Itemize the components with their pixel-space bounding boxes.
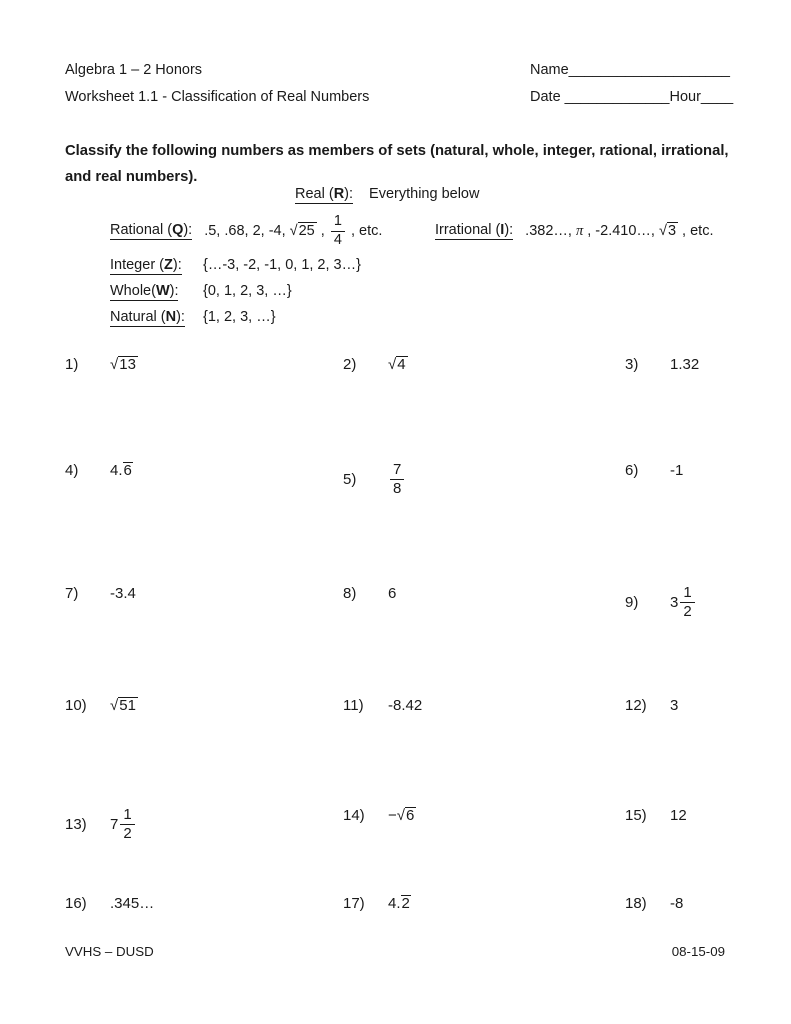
text-run: , [316,222,329,239]
definition-whole-label [110,283,178,301]
problem-13 [65,807,137,842]
label-text: Whole( [110,283,156,299]
label-text: ): [183,222,193,239]
problem-value [388,585,396,602]
problem-number: 16) [65,895,87,912]
set-symbol: Q [172,222,184,239]
text-run: -3.4 [110,585,136,602]
problem-3 [625,356,699,373]
numerator: 7 [390,462,404,480]
problem-5 [343,462,406,497]
set-symbol: N [165,309,177,325]
problem-6 [625,462,683,479]
set-symbol: W [155,283,170,299]
definition-integer [110,257,361,273]
header-left [65,57,369,110]
problem-number: 18) [625,895,647,912]
problem-7 [65,585,136,602]
problem-10 [65,697,138,715]
sqrt-expression [110,356,138,374]
definition-real [295,186,479,202]
sqrt-expression [388,356,408,374]
text-run: .345… [110,895,155,912]
problem-value [110,356,138,373]
problem-value [388,697,422,714]
label-text: Real ( [295,186,334,202]
instructions [65,138,729,190]
problem-8 [343,585,396,602]
text-run: 3 [670,697,679,714]
problem-number: 9) [625,593,639,611]
text-run: Everything below [369,186,480,202]
problem-value [388,461,406,498]
label-text: ): [344,186,354,202]
problem-number: 4) [65,462,79,479]
problem-value [670,584,697,621]
sqrt-expression [397,807,417,825]
problem-1 [65,356,138,374]
problem-number: 5) [343,470,357,488]
radicand: 6 [406,807,415,824]
name-field-line: Name____________________ [530,62,730,78]
text-run: -8 [670,895,684,912]
text-run: 7 [110,815,119,833]
fraction [120,807,134,842]
problem-number: 11) [343,697,364,714]
definition-integer-label [110,257,182,275]
set-symbol: I [500,222,505,239]
text-run: 12 [670,807,687,824]
definition-irrational-content [525,222,713,240]
repeating-decimal-digit: 6 [123,462,132,479]
definition-real-label [295,186,353,204]
numerator: 1 [331,214,345,232]
definition-natural-label [110,309,185,327]
numerator: 1 [680,585,694,603]
problem-value [110,585,136,602]
text-run: {1, 2, 3, …} [203,309,276,325]
denominator: 8 [393,480,402,498]
date-hour-field-line: Date _____________Hour____ [530,88,734,105]
problem-value [670,356,699,373]
definition-rational-label [110,222,192,240]
text-run: , -2.410…, [583,223,659,239]
footer-school: VVHS – DUSD [65,944,154,959]
problem-value [670,807,687,824]
problem-number: 6) [625,462,639,479]
label-text: ): [169,283,179,299]
radical-icon: √ [289,222,298,239]
set-symbol: Z [164,257,173,273]
problem-number: 17) [343,895,365,912]
definition-rational-content [204,214,382,248]
text-run: 4. [110,462,123,479]
label-text: ): [176,309,185,325]
definition-whole [110,283,292,299]
course-title: Algebra 1 – 2 Honors [65,62,203,78]
text-run: 3 [670,593,679,611]
problem-value [670,462,683,479]
problem-number: 12) [625,697,647,714]
pi-symbol: π [575,223,584,239]
radical-icon: √ [396,807,405,824]
definition-natural [110,309,276,325]
problem-number: 13) [65,815,87,833]
sqrt-expression [110,697,138,715]
problem-2 [343,356,408,374]
label-text: Natural ( [110,309,166,325]
definition-irrational-label [435,222,513,240]
text-run: , etc. [678,223,714,239]
problem-12 [625,697,678,714]
radical-icon: √ [110,356,119,373]
problem-value [110,697,138,714]
problem-number: 3) [625,356,639,373]
problem-4 [65,462,133,479]
problem-value [110,895,154,912]
problem-value [388,895,411,912]
text-run: -1 [670,462,684,479]
text-run: 4. [388,895,401,912]
problem-number: 1) [65,356,79,373]
radicand: 51 [119,697,136,714]
definition-natural-content [203,309,276,325]
definition-real-content [369,186,479,202]
problem-17 [343,895,411,912]
problem-value [110,462,133,479]
denominator: 2 [123,825,132,843]
fraction [680,585,694,620]
radicand: 25 [298,222,315,239]
text-run: -8.42 [388,697,423,714]
label-text: Irrational ( [435,222,501,239]
definition-whole-content [203,283,292,299]
denominator: 2 [683,603,692,621]
instructions-line-2: and real numbers). [65,169,198,185]
problem-value [670,895,683,912]
problem-16 [65,895,154,912]
radical-icon: √ [388,356,397,373]
problem-15 [625,807,687,824]
problem-value [388,807,416,824]
text-run: {…-3, -2, -1, 0, 1, 2, 3…} [203,257,361,273]
definition-whole-tab [110,283,203,299]
problem-9 [625,585,697,620]
text-run: − [388,807,397,824]
set-symbol: R [333,186,345,202]
radical-icon: √ [658,223,667,239]
problem-number: 15) [625,807,647,824]
instructions-line-1: Classify the following numbers as members of sets (natural, whole, integer, rational, irrational, [65,143,729,159]
radicand: 4 [397,356,406,373]
label-text: ): [504,222,514,239]
problem-value [110,806,137,843]
label-text: Integer ( [110,257,164,273]
problem-number: 2) [343,356,357,373]
text-run: , etc. [346,222,383,239]
denominator: 4 [333,231,342,248]
problem-number: 10) [65,697,87,714]
radicand: 3 [667,223,677,239]
definition-irrational [435,212,714,250]
problem-number: 8) [343,585,357,602]
definition-rational [110,212,382,250]
definition-integer-content [203,257,361,273]
fraction [390,462,404,497]
text-run: 1.32 [670,356,700,373]
problem-value [388,356,408,373]
numerator: 1 [120,807,134,825]
radicand: 13 [119,356,136,373]
footer-date: 08-15-09 [671,944,725,959]
radical-icon: √ [110,697,119,714]
fraction [331,214,345,248]
text-run: 6 [388,585,397,602]
problem-number: 7) [65,585,79,602]
worksheet-title: Worksheet 1.1 - Classification of Real Numbers [65,88,370,105]
text-run: .382…, [525,223,576,239]
problem-value [670,697,678,714]
problem-14 [343,807,416,825]
header-right [530,57,733,110]
text-run: {0, 1, 2, 3, …} [203,283,292,299]
problem-18 [625,895,683,912]
text-run: .5, .68, 2, -4, [204,222,290,239]
problem-number: 14) [343,807,365,824]
sqrt-expression [659,222,678,239]
label-text: ): [172,257,182,273]
sqrt-expression [290,222,317,239]
repeating-decimal-digit: 2 [401,895,410,912]
label-text: Rational ( [110,222,173,239]
definition-integer-tab [110,257,203,273]
definition-natural-tab [110,309,203,325]
problem-11 [343,697,422,714]
